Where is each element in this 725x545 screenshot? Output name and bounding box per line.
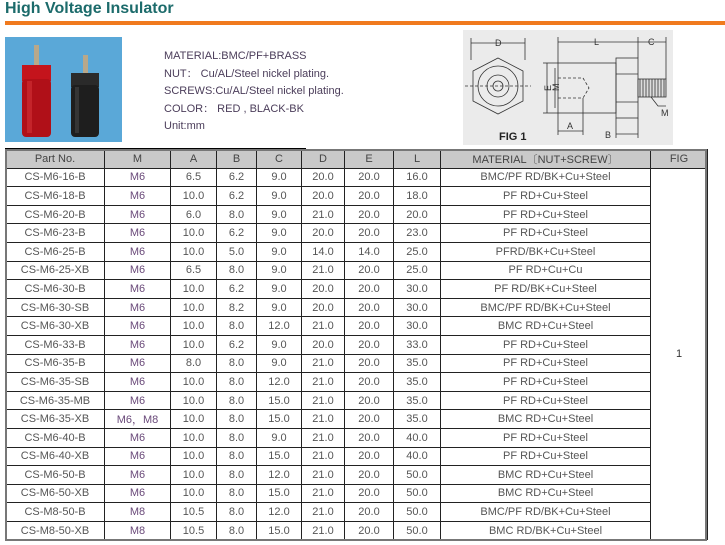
table-cell: 15.0 xyxy=(257,484,302,503)
table-cell: 5.0 xyxy=(217,242,257,261)
table-cell: M6 xyxy=(105,187,171,206)
table-cell: 21.0 xyxy=(302,447,345,466)
table-cell: M6 xyxy=(105,335,171,354)
table-cell: 10.0 xyxy=(171,187,217,206)
table-header-row xyxy=(6,150,708,169)
table-cell: 20.0 xyxy=(345,335,394,354)
table-row xyxy=(6,280,708,299)
table-cell: 12.0 xyxy=(257,466,302,485)
table-cell: CS-M6-23-B xyxy=(6,224,105,243)
table-cell: 8.0 xyxy=(217,521,257,540)
table-row xyxy=(6,484,708,503)
table-cell: 21.0 xyxy=(302,503,345,522)
column-header: Part No. xyxy=(6,150,105,169)
table-cell: 21.0 xyxy=(302,261,345,280)
table-cell: 6.2 xyxy=(217,335,257,354)
table-cell: CS-M6-16-B xyxy=(6,168,105,187)
table-cell: PF RD+Cu+Cu xyxy=(441,261,651,280)
table-cell: 30.0 xyxy=(394,298,441,317)
spec-color: COLOR： RED , BLACK-BK xyxy=(164,102,304,115)
table-row xyxy=(6,503,708,522)
table-cell: CS-M6-40-XB xyxy=(6,447,105,466)
page-title: High Voltage Insulator xyxy=(5,0,174,17)
column-header: B xyxy=(217,150,257,169)
table-cell: 6.2 xyxy=(217,187,257,206)
table-cell: 10.0 xyxy=(171,447,217,466)
svg-text:L: L xyxy=(594,37,600,47)
table-cell: 25.0 xyxy=(394,261,441,280)
svg-text:M: M xyxy=(661,108,669,118)
table-cell: 9.0 xyxy=(257,428,302,447)
table-cell: 8.2 xyxy=(217,298,257,317)
table-cell: 6.0 xyxy=(171,205,217,224)
table-cell: CS-M6-35-MB xyxy=(6,391,105,410)
table-cell: 8.0 xyxy=(217,466,257,485)
table-cell: 15.0 xyxy=(257,391,302,410)
table-cell: M6 xyxy=(105,484,171,503)
table-cell: 20.0 xyxy=(345,354,394,373)
table-row xyxy=(6,391,708,410)
column-header: MATERIAL〔NUT+SCREW〕 xyxy=(441,150,651,169)
table-cell: 8.0 xyxy=(217,373,257,392)
table-cell: CS-M6-25-XB xyxy=(6,261,105,280)
table-cell: 20.0 xyxy=(302,168,345,187)
table-cell: 20.0 xyxy=(345,224,394,243)
table-cell: 16.0 xyxy=(394,168,441,187)
table-row xyxy=(6,466,708,485)
table-cell: 12.0 xyxy=(257,317,302,336)
table-row xyxy=(6,261,708,280)
table-cell: 40.0 xyxy=(394,447,441,466)
table-cell: 20.0 xyxy=(345,168,394,187)
table-cell: 20.0 xyxy=(302,187,345,206)
spec-material: MATERIAL:BMC/PF+BRASS xyxy=(164,50,307,62)
table-row xyxy=(6,317,708,336)
table-cell: 15.0 xyxy=(257,447,302,466)
table-cell: M6 xyxy=(105,298,171,317)
table-cell: M6 xyxy=(105,168,171,187)
table-cell: 21.0 xyxy=(302,410,345,429)
table-row xyxy=(6,447,708,466)
table-cell: CS-M6-33-B xyxy=(6,335,105,354)
table-cell: 8.0 xyxy=(217,503,257,522)
svg-text:D: D xyxy=(495,38,502,48)
table-row xyxy=(6,521,708,540)
table-cell: M6 xyxy=(105,428,171,447)
table-cell: 20.0 xyxy=(394,205,441,224)
table-cell: 50.0 xyxy=(394,466,441,485)
table-row xyxy=(6,428,708,447)
column-header: L xyxy=(394,150,441,169)
table-row xyxy=(6,187,708,206)
table-cell: PF RD+Cu+Steel xyxy=(441,447,651,466)
table-cell: 20.0 xyxy=(302,280,345,299)
table-cell: M6 xyxy=(105,205,171,224)
table-row xyxy=(6,224,708,243)
table-cell: 8.0 xyxy=(217,410,257,429)
table-cell: M6 xyxy=(105,317,171,336)
fig-cell: 1 xyxy=(651,168,708,540)
column-header: C xyxy=(257,150,302,169)
table-cell: CS-M6-25-B xyxy=(6,242,105,261)
table-cell: CS-M6-30-B xyxy=(6,280,105,299)
table-cell: 8.0 xyxy=(171,354,217,373)
table-cell: 10.0 xyxy=(171,484,217,503)
table-cell: PF RD+Cu+Steel xyxy=(441,428,651,447)
table-cell: 10.0 xyxy=(171,317,217,336)
table-cell: CS-M6-35-XB xyxy=(6,410,105,429)
table-row xyxy=(6,354,708,373)
table-cell: 9.0 xyxy=(257,298,302,317)
table-row xyxy=(6,410,708,429)
table-cell: 21.0 xyxy=(302,354,345,373)
svg-text:A: A xyxy=(567,121,574,131)
table-cell: CS-M8-50-B xyxy=(6,503,105,522)
table-cell: 20.0 xyxy=(345,280,394,299)
table-cell: 20.0 xyxy=(345,503,394,522)
dimension-drawing xyxy=(463,30,673,145)
table-cell: CS-M6-50-XB xyxy=(6,484,105,503)
table-cell: 20.0 xyxy=(345,205,394,224)
table-cell: 21.0 xyxy=(302,428,345,447)
svg-text:E: E xyxy=(543,84,553,91)
table-cell: CS-M6-30-XB xyxy=(6,317,105,336)
table-cell: 20.0 xyxy=(345,447,394,466)
table-row xyxy=(6,242,708,261)
table-cell: 15.0 xyxy=(257,410,302,429)
table-row xyxy=(6,168,708,187)
table-cell: 9.0 xyxy=(257,187,302,206)
table-cell: 10.5 xyxy=(171,521,217,540)
table-cell: PF RD+Cu+Steel xyxy=(441,187,651,206)
product-photo xyxy=(5,37,122,142)
table-cell: 9.0 xyxy=(257,168,302,187)
title-divider xyxy=(5,21,725,25)
table-cell: PFRD/BK+Cu+Steel xyxy=(441,242,651,261)
table-cell: 20.0 xyxy=(345,261,394,280)
table-cell: 8.0 xyxy=(217,317,257,336)
table-cell: CS-M6-18-B xyxy=(6,187,105,206)
table-cell: 20.0 xyxy=(345,373,394,392)
table-cell: PF RD+Cu+Steel xyxy=(441,354,651,373)
table-cell: CS-M6-20-B xyxy=(6,205,105,224)
table-cell: 12.0 xyxy=(257,503,302,522)
table-cell: 10.0 xyxy=(171,335,217,354)
table-cell: 6.2 xyxy=(217,168,257,187)
column-header: E xyxy=(345,150,394,169)
table-cell: 8.0 xyxy=(217,447,257,466)
table-cell: M8 xyxy=(105,521,171,540)
svg-text:C: C xyxy=(648,37,655,47)
table-cell: 8.0 xyxy=(217,428,257,447)
table-cell: BMC RD+Cu+Steel xyxy=(441,410,651,429)
table-row xyxy=(6,373,708,392)
table-cell: CS-M6-35-B xyxy=(6,354,105,373)
table-cell: 8.0 xyxy=(217,205,257,224)
table-cell: BMC RD/BK+Cu+Steel xyxy=(441,521,651,540)
spec-screws: SCREWS:Cu/AL/Steel nickel plating. xyxy=(164,85,344,97)
column-header: D xyxy=(302,150,345,169)
table-cell: CS-M6-30-SB xyxy=(6,298,105,317)
table-cell: 9.0 xyxy=(257,261,302,280)
table-cell: BMC RD+Cu+Steel xyxy=(441,484,651,503)
table-cell: M6 xyxy=(105,261,171,280)
table-cell: M6 xyxy=(105,224,171,243)
table-cell: 10.5 xyxy=(171,503,217,522)
table-cell: M6 xyxy=(105,242,171,261)
table-cell: 20.0 xyxy=(345,187,394,206)
table-row xyxy=(6,205,708,224)
figure-caption: FIG 1 xyxy=(499,131,527,143)
table-cell: 21.0 xyxy=(302,373,345,392)
table-cell: BMC/PF RD/BK+Cu+Steel xyxy=(441,168,651,187)
table-cell: 20.0 xyxy=(345,391,394,410)
table-cell: M6 xyxy=(105,280,171,299)
svg-text:M: M xyxy=(551,83,561,91)
table-cell: 35.0 xyxy=(394,391,441,410)
table-cell: 6.5 xyxy=(171,168,217,187)
table-cell: 10.0 xyxy=(171,242,217,261)
table-cell: M6 xyxy=(105,354,171,373)
table-cell: PF RD/BK+Cu+Steel xyxy=(441,280,651,299)
table-cell: 20.0 xyxy=(345,317,394,336)
table-cell: 10.0 xyxy=(171,466,217,485)
table-cell: 21.0 xyxy=(302,521,345,540)
table-cell: 18.0 xyxy=(394,187,441,206)
table-cell: 8.0 xyxy=(217,261,257,280)
table-cell: 6.2 xyxy=(217,224,257,243)
table-cell: 23.0 xyxy=(394,224,441,243)
table-cell: PF RD+Cu+Steel xyxy=(441,373,651,392)
table-cell: 21.0 xyxy=(302,484,345,503)
table-row xyxy=(6,335,708,354)
table-cell: 8.0 xyxy=(217,391,257,410)
table-cell: 9.0 xyxy=(257,224,302,243)
table-cell: 35.0 xyxy=(394,410,441,429)
table-cell: BMC RD+Cu+Steel xyxy=(441,466,651,485)
table-cell: PF RD+Cu+Steel xyxy=(441,224,651,243)
table-cell: 30.0 xyxy=(394,280,441,299)
table-cell: CS-M6-35-SB xyxy=(6,373,105,392)
table-cell: M6 xyxy=(105,391,171,410)
table-cell: 10.0 xyxy=(171,373,217,392)
table-cell: 9.0 xyxy=(257,280,302,299)
table-cell: 9.0 xyxy=(257,335,302,354)
table-cell: 10.0 xyxy=(171,298,217,317)
table-cell: 40.0 xyxy=(394,428,441,447)
table-cell: M6 xyxy=(105,373,171,392)
table-cell: CS-M6-40-B xyxy=(6,428,105,447)
spec-unit: Unit:mm xyxy=(164,120,205,132)
table-cell: 14.0 xyxy=(345,242,394,261)
table-cell: 10.0 xyxy=(171,428,217,447)
table-cell: 35.0 xyxy=(394,373,441,392)
table-cell: 20.0 xyxy=(345,466,394,485)
table-cell: 50.0 xyxy=(394,521,441,540)
table-cell: 20.0 xyxy=(345,410,394,429)
table-cell: 20.0 xyxy=(302,224,345,243)
column-header: A xyxy=(171,150,217,169)
table-cell: BMC/PF RD/BK+Cu+Steel xyxy=(441,503,651,522)
table-cell: 20.0 xyxy=(302,298,345,317)
table-cell: 9.0 xyxy=(257,205,302,224)
table-cell: M6，M8 xyxy=(105,410,171,429)
table-cell: 20.0 xyxy=(345,298,394,317)
table-cell: 20.0 xyxy=(345,484,394,503)
table-cell: 9.0 xyxy=(257,242,302,261)
spec-notes xyxy=(164,48,344,136)
table-cell: M6 xyxy=(105,447,171,466)
table-cell: M6 xyxy=(105,466,171,485)
table-cell: 14.0 xyxy=(302,242,345,261)
spec-nut: NUT： Cu/AL/Steel nickel plating. xyxy=(164,67,330,80)
table-cell: M8 xyxy=(105,503,171,522)
table-cell: 35.0 xyxy=(394,354,441,373)
table-cell: 21.0 xyxy=(302,317,345,336)
table-cell: 15.0 xyxy=(257,521,302,540)
table-cell: BMC RD+Cu+Steel xyxy=(441,317,651,336)
table-cell: 9.0 xyxy=(257,354,302,373)
table-cell: 21.0 xyxy=(302,205,345,224)
table-cell: 20.0 xyxy=(345,521,394,540)
table-cell: 8.0 xyxy=(217,484,257,503)
table-row xyxy=(6,298,708,317)
table-cell: PF RD+Cu+Steel xyxy=(441,391,651,410)
table-cell: 21.0 xyxy=(302,466,345,485)
table-cell: BMC/PF RD/BK+Cu+Steel xyxy=(441,298,651,317)
specification-table xyxy=(5,149,708,540)
table-cell: 10.0 xyxy=(171,224,217,243)
table-cell: PF RD+Cu+Steel xyxy=(441,205,651,224)
table-cell: 8.0 xyxy=(217,354,257,373)
column-header: FIG xyxy=(651,150,708,169)
table-cell: 20.0 xyxy=(302,335,345,354)
table-cell: 50.0 xyxy=(394,503,441,522)
table-cell: 12.0 xyxy=(257,373,302,392)
table-cell: PF RD+Cu+Steel xyxy=(441,335,651,354)
column-header: M xyxy=(105,150,171,169)
table-cell: 20.0 xyxy=(345,428,394,447)
table-cell: 33.0 xyxy=(394,335,441,354)
table-cell: 10.0 xyxy=(171,410,217,429)
table-cell: 6.5 xyxy=(171,261,217,280)
table-cell: CS-M6-50-B xyxy=(6,466,105,485)
table-cell: 21.0 xyxy=(302,391,345,410)
table-cell: CS-M8-50-XB xyxy=(6,521,105,540)
table-cell: 6.2 xyxy=(217,280,257,299)
table-cell: 10.0 xyxy=(171,280,217,299)
table-cell: 50.0 xyxy=(394,484,441,503)
svg-text:B: B xyxy=(605,130,612,140)
table-cell: 25.0 xyxy=(394,242,441,261)
table-cell: 10.0 xyxy=(171,391,217,410)
table-cell: 30.0 xyxy=(394,317,441,336)
